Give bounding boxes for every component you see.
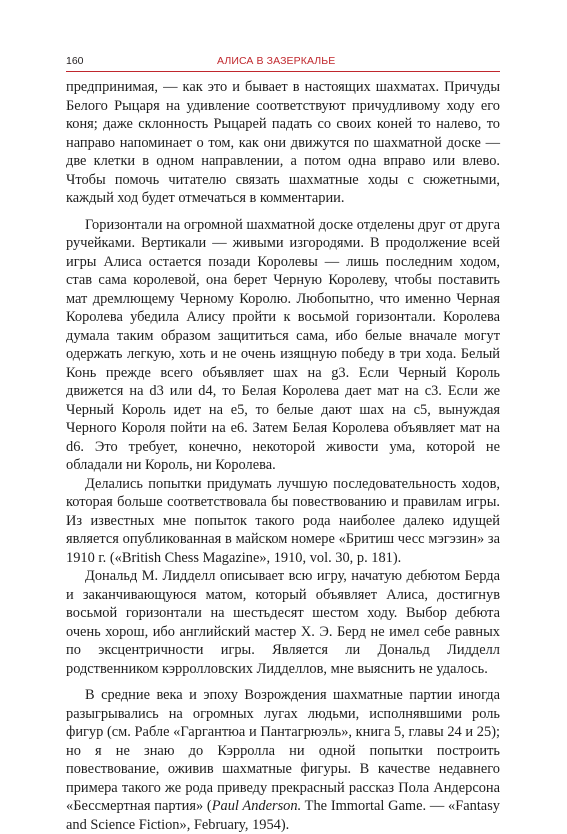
body-text xyxy=(66,78,500,834)
page-number: 160 xyxy=(66,55,84,67)
paragraph-text: В средние века и эпоху Возрождения шахматные партии иногда разыгрывались на огромных лугах людьми, исполнявшими роль фигур (см. Рабле «Гаргантюа и Пантагрюэль», книга 5, главы 24 и 25); но я не знаю до Кэрролла ни одной попытки построить повествование, оживив шахматные фигуры. В качестве недавнего примера такого же рода приведу прекрасный рассказ Пола Андерсона «Бессмертная партия» xyxy=(66,687,500,814)
header-rule xyxy=(66,71,500,72)
citation-author: Paul Anderson. xyxy=(211,798,302,814)
paragraph: В средние века и эпоху Возрождения шахматные партии иногда разыгрывались на огромных лугах людьми, исполнявшими роль фигур (см. Рабле «Гаргантюа и Пантагрюэль», книга 5, главы 24 и 25); но я не знаю до Кэрролла ни одной попытки построить повествование, оживив шахматные фигуры. В качестве недавнего примера такого же рода приведу прекрасный рассказ Пола Андерсона «Бессмертная партия» (Paul Anderson. The Immortal Game. — «Fantasy and Science Fiction», February, 1954). xyxy=(66,687,500,833)
paragraph: Делались попытки придумать лучшую последовательность ходов, которая больше соответствовала бы повествованию и правилам игры. Из известных мне попыток такого рода наиболее далеко идущей является опубликованная в майском номере «Бритиш чесс мэгэзин» за 1910 г. («British Chess Magazine», 1910, vol. 30, p. 181). xyxy=(66,475,500,566)
paragraph-continued: предпринимая, — как это и бывает в настоящих шахматах. Причуды Белого Рыцаря на удивление соответствуют причудливому ходу его коня; даже склонность Рыцарей падать со своих коней то налево, то направо напоминает о том, как они движутся по шахматной доске — две клетки в одном направлении, а потом одна вправо или влево. Чтобы помочь читателю связать шахматные ходы с сюжетными, каждый ход будет отмечаться в комментарии. xyxy=(66,79,500,206)
citation-text: The Immortal Game. — «Fantasy and Science Fiction», February, 1954). xyxy=(66,798,500,833)
running-head xyxy=(66,55,500,69)
paragraph: Дональд М. Лидделл описывает всю игру, начатую дебютом Берда и заканчивающуюся матом, который объявляет Алиса, достигнув восьмой горизонтали на шестьдесят шестом ходу. Выбор дебюта очень хорош, ибо английский мастер Х. Э. Берд не имел себе равных по эксцентричности игры. Является ли Дональд Лидделл родственником кэрролловских Лидделлов, мне выяснить не удалось. xyxy=(66,568,500,677)
paragraph: Горизонтали на огромной шахматной доске отделены друг от друга ручейками. Вертикали — живыми изгородями. В продолжение всей игры Алиса остается позади Королевы — лишь последним ходом, став сама королевой, она берет Черную Королеву, чтобы поставить мат дремлющему Черному Королю. Любопытно, что именно Черная Королева убедила Алису пройти к восьмой горизонтали. Королева думала таким образом защититься сама, ибо белые вначале могут одержать легкую, хоть и не очень изящную победу в три хода. Белый Конь прежде всего объявляет шах на g3. Если Черный Король движется на d3 или d4, то Белая Королева дает мат на c3. Если же Черный Король идет на e5, то белые дают шах на c5, вынуждая Черного Короля пойти на e6. Затем Белая Королева объявляет мат на d6. Это требует, конечно, некоторой живости ума, которой не обладали ни Король, ни Королева. xyxy=(66,216,500,473)
running-title: АЛИСА В ЗАЗЕРКАЛЬЕ xyxy=(217,55,336,67)
